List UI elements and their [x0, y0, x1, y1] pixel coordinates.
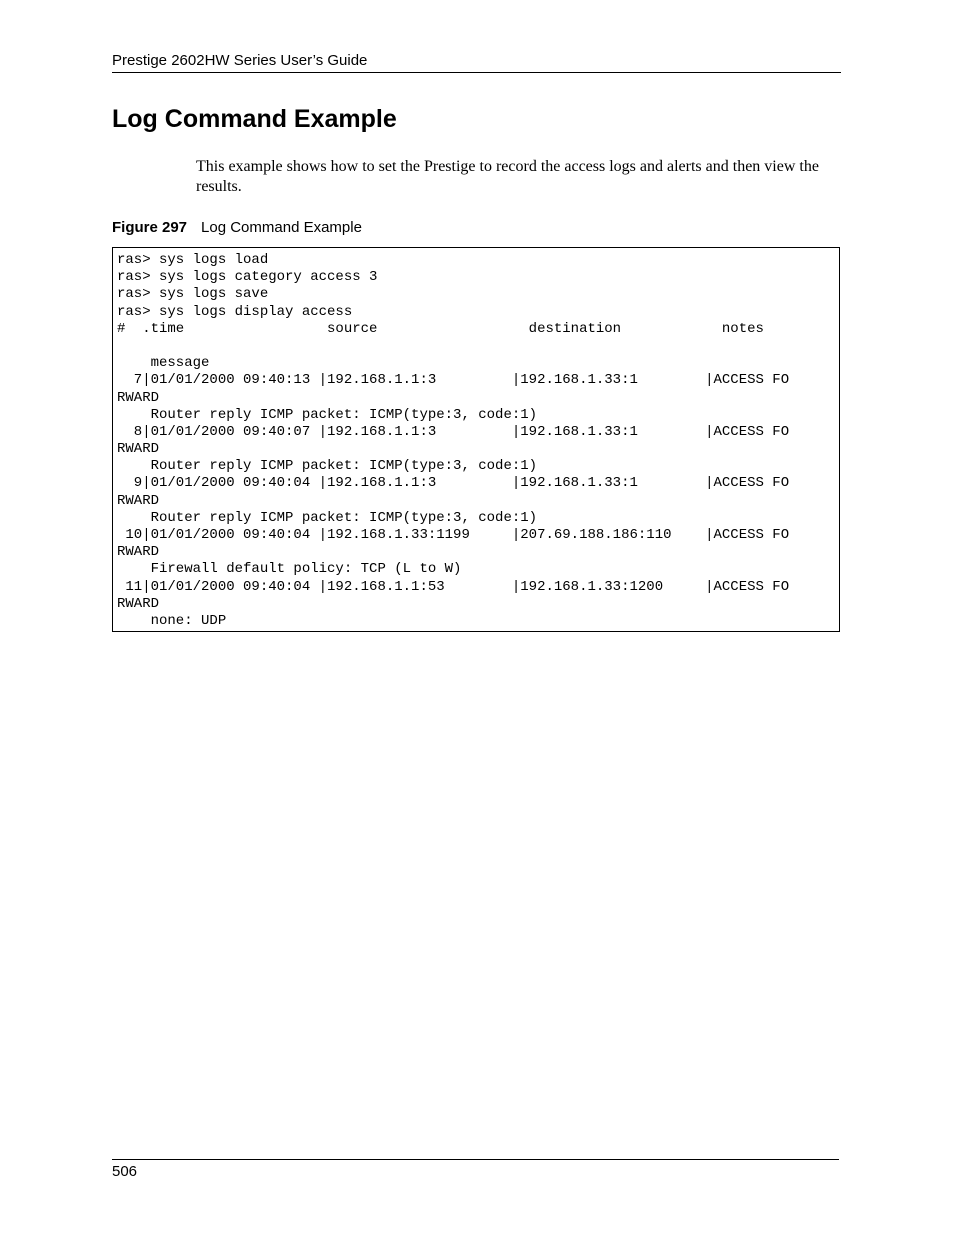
page-header: [112, 50, 841, 73]
code-line: RWARD: [117, 389, 160, 406]
code-line: message: [117, 355, 210, 372]
figure-caption-text: Log Command Example: [201, 219, 362, 236]
code-line: 8|01/01/2000 09:40:07 |192.168.1.1:3 |192.168.1.33:1 |ACCESS FO: [117, 423, 790, 440]
code-line: 10|01/01/2000 09:40:04 |192.168.1.33:1199 |207.69.188.186:110 |ACCESS FO: [117, 527, 790, 543]
code-line: RWARD: [117, 595, 160, 612]
code-line: ras> sys logs load: [117, 252, 269, 268]
code-line: [117, 338, 839, 355]
code-line: ras> sys logs display access: [117, 303, 353, 320]
page-title: Log Command Example: [112, 105, 397, 133]
code-line: ras> sys logs save: [117, 286, 269, 303]
page-number: 506: [112, 1163, 138, 1180]
header-title: Prestige 2602HW Series User’s Guide: [112, 52, 368, 69]
code-line: Router reply ICMP packet: ICMP(type:3, code:1): [117, 458, 538, 475]
code-line: Firewall default policy: TCP (L to W): [117, 561, 462, 578]
code-line: Router reply ICMP packet: ICMP(type:3, code:1): [117, 509, 538, 526]
page-footer: [112, 1159, 839, 1180]
code-line: 7|01/01/2000 09:40:13 |192.168.1.1:3 |192.168.1.33:1 |ACCESS FO: [117, 372, 790, 389]
code-line: RWARD: [117, 492, 160, 509]
figure-caption: [112, 219, 362, 237]
figure-label: Figure 297: [112, 219, 188, 236]
intro-paragraph: This example shows how to set the Prestige to record the access logs and alerts and then view the results.: [196, 158, 819, 195]
code-line: RWARD: [117, 544, 160, 561]
code-line: ras> sys logs category access 3: [117, 269, 378, 286]
code-line: 11|01/01/2000 09:40:04 |192.168.1.1:53 |192.168.1.33:1200 |ACCESS FO: [117, 578, 790, 595]
code-line: Router reply ICMP packet: ICMP(type:3, code:1): [117, 406, 538, 423]
code-line: 9|01/01/2000 09:40:04 |192.168.1.1:3 |192.168.1.33:1 |ACCESS FO: [117, 475, 790, 492]
code-example-box: [112, 247, 840, 632]
code-line: RWARD: [117, 441, 160, 458]
code-line: none: UDP: [117, 612, 227, 629]
code-line: # .time source destination notes: [117, 320, 764, 337]
